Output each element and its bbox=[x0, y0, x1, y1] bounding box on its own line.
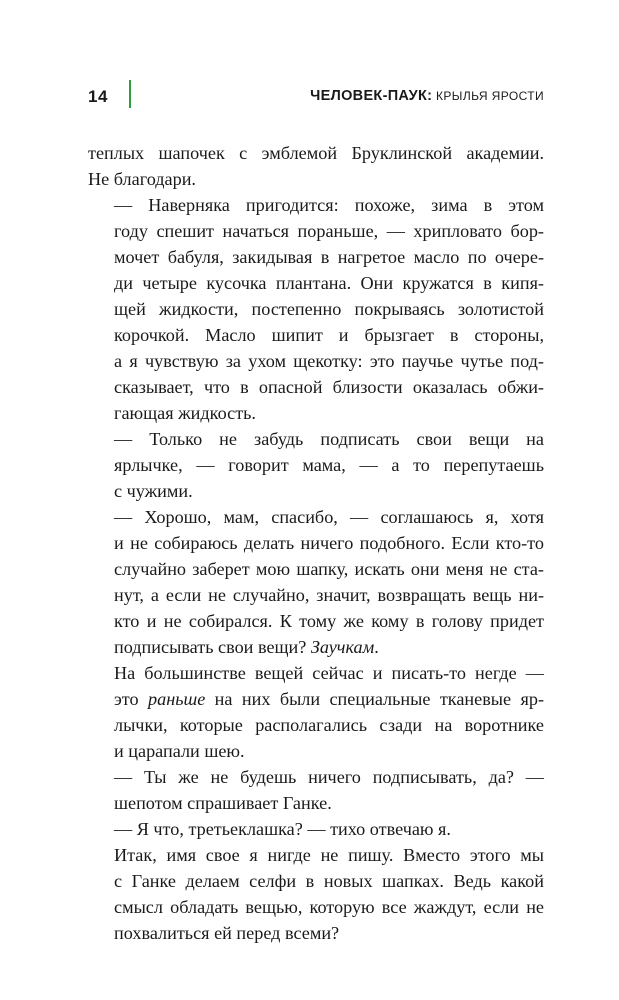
italic-text: раньше bbox=[148, 689, 206, 709]
text-run: смысл обладать вещью, которую все жаждут, если не bbox=[114, 897, 544, 917]
text-run: ярлычке, — говорит мама, — а то перепутаешь bbox=[114, 455, 544, 475]
text-run: с Ганке делаем селфи в новых шапках. Ведь какой bbox=[114, 871, 544, 891]
text-line bbox=[88, 244, 544, 270]
text-line bbox=[88, 556, 544, 582]
text-line bbox=[88, 296, 544, 322]
text-line bbox=[88, 478, 544, 504]
text-run: и царапали шею. bbox=[114, 741, 245, 761]
text-run: сказывает, что в опасной близости оказалась обжи- bbox=[114, 377, 544, 397]
text-line bbox=[88, 816, 544, 842]
text-run: — Хорошо, мам, спасибо, — соглашаюсь я, хотя bbox=[114, 507, 544, 527]
text-line bbox=[88, 790, 544, 816]
text-line bbox=[88, 894, 544, 920]
text-line bbox=[88, 426, 544, 452]
running-header bbox=[88, 86, 544, 112]
text-run: а я чувствую за ухом щекотку: это паучье чутье под- bbox=[114, 351, 544, 371]
paragraph bbox=[88, 140, 544, 192]
text-run: случайно заберет мою шапку, искать они меня не ста- bbox=[114, 559, 544, 579]
text-line bbox=[88, 842, 544, 868]
text-run: это bbox=[114, 689, 148, 709]
text-line bbox=[88, 504, 544, 530]
italic-text: Заучкам bbox=[310, 637, 375, 657]
text-run: Итак, имя свое я нигде не пишу. Вместо этого мы bbox=[114, 845, 544, 865]
text-run: похвалиться ей перед всеми? bbox=[114, 923, 340, 943]
text-run: на них были специальные тканевые яр- bbox=[205, 689, 545, 709]
text-run: подписывать свои вещи? bbox=[114, 637, 311, 657]
paragraph bbox=[88, 842, 544, 946]
text-run: щей жидкости, постепенно покрываясь золотистой bbox=[114, 299, 544, 319]
text-line bbox=[88, 218, 544, 244]
text-line bbox=[88, 530, 544, 556]
series-title: ЧЕЛОВЕК-ПАУК bbox=[310, 88, 428, 104]
text-line bbox=[88, 452, 544, 478]
text-line bbox=[88, 374, 544, 400]
paragraph bbox=[88, 816, 544, 842]
book-subtitle: КРЫЛЬЯ ЯРОСТИ bbox=[436, 89, 544, 103]
text-run: — Только не забудь подписать свои вещи на bbox=[114, 429, 544, 449]
text-line bbox=[88, 166, 544, 192]
text-run: году спешит начаться пораньше, — хрипловато бор- bbox=[114, 221, 544, 241]
body-text bbox=[88, 140, 544, 946]
page-number: 14 bbox=[88, 87, 108, 106]
text-run: кто и не собирался. К тому же кому в голову придет bbox=[114, 611, 544, 631]
text-line bbox=[88, 920, 544, 946]
text-run: ди четыре кусочка плантана. Они кружатся в кипя- bbox=[114, 273, 544, 293]
text-line bbox=[88, 764, 544, 790]
book-title bbox=[310, 88, 544, 104]
text-run: нут, а если не случайно, значит, возвращать вещь ни- bbox=[114, 585, 544, 605]
header-divider bbox=[129, 80, 131, 108]
text-run: На большинстве вещей сейчас и писать-то негде — bbox=[114, 663, 544, 683]
text-run: гающая жидкость. bbox=[114, 403, 256, 423]
text-line bbox=[88, 712, 544, 738]
text-run: с чужими. bbox=[114, 481, 193, 501]
text-run: теплых шапочек с эмблемой Бруклинской академии. bbox=[88, 143, 544, 163]
title-separator: : bbox=[427, 88, 432, 104]
text-line bbox=[88, 738, 544, 764]
text-run: . bbox=[374, 637, 379, 657]
text-run: шепотом спрашивает Ганке. bbox=[114, 793, 332, 813]
text-line bbox=[88, 686, 544, 712]
paragraph bbox=[88, 192, 544, 426]
text-run: — Я что, третьеклашка? — тихо отвечаю я. bbox=[114, 819, 451, 839]
text-run: мочет бабуля, закидывая в нагретое масло по очере- bbox=[114, 247, 544, 267]
text-run: и не собираюсь делать ничего подобного. Если кто-то bbox=[114, 533, 544, 553]
text-run: корочкой. Масло шипит и брызгает в стороны, bbox=[114, 325, 544, 345]
text-line bbox=[88, 348, 544, 374]
text-line bbox=[88, 192, 544, 218]
text-line bbox=[88, 400, 544, 426]
text-line bbox=[88, 270, 544, 296]
paragraph bbox=[88, 504, 544, 660]
paragraph bbox=[88, 426, 544, 504]
text-run: — Ты же не будешь ничего подписывать, да? — bbox=[114, 767, 544, 787]
text-line bbox=[88, 140, 544, 166]
text-line bbox=[88, 322, 544, 348]
text-line bbox=[88, 634, 544, 660]
text-run: Не благодари. bbox=[88, 169, 196, 189]
text-run: лычки, которые располагались сзади на воротнике bbox=[114, 715, 544, 735]
text-run: — Наверняка пригодится: похоже, зима в этом bbox=[114, 195, 544, 215]
text-line bbox=[88, 582, 544, 608]
text-line bbox=[88, 868, 544, 894]
text-line bbox=[88, 608, 544, 634]
paragraph bbox=[88, 660, 544, 764]
text-line bbox=[88, 660, 544, 686]
paragraph bbox=[88, 764, 544, 816]
